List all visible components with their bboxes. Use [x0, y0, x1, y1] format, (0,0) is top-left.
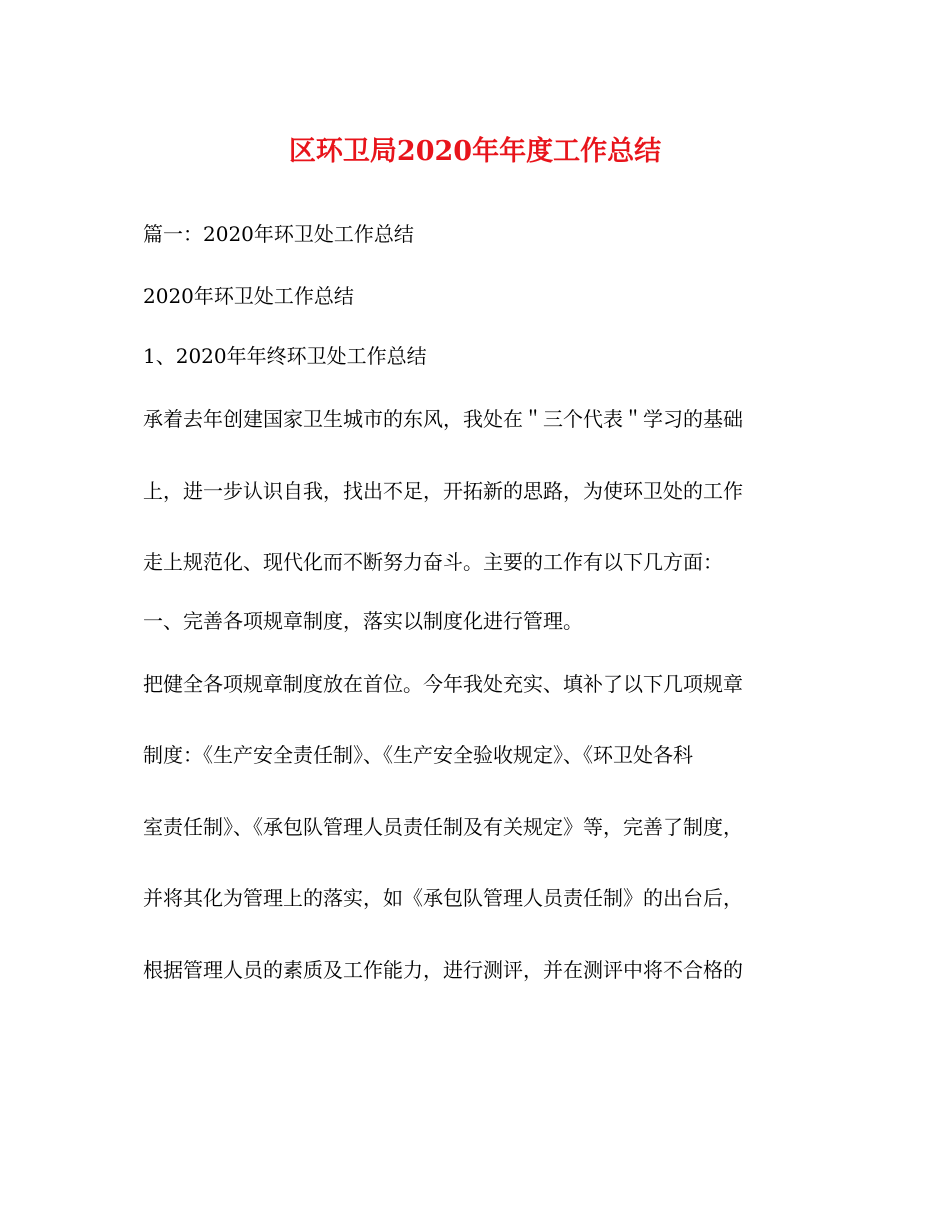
paragraph-line: 上，进一步认识自我，找出不足，开拓新的思路，为使环卫处的工作 — [143, 479, 743, 503]
paragraph-line: 根据管理人员的素质及工作能力，进行测评，并在测评中将不合格的 — [143, 958, 743, 982]
paragraph-line: 室责任制》、《承包队管理人员责任制及有关规定》等，完善了制度， — [143, 815, 743, 839]
paragraph-line: 走上规范化、现代化而不断努力奋斗。主要的工作有以下几方面： — [143, 550, 723, 574]
section-heading: 篇一：2020年环卫处工作总结 — [143, 222, 414, 246]
paragraph-line: 承着去年创建国家卫生城市的东风，我处在＂三个代表＂学习的基础 — [143, 407, 743, 431]
paragraph-line: 把健全各项规章制度放在首位。今年我处充实、填补了以下几项规章 — [143, 672, 743, 696]
point-heading: 一、完善各项规章制度，落实以制度化进行管理。 — [143, 609, 583, 633]
subsection-heading: 2020年环卫处工作总结 — [143, 284, 354, 308]
paragraph-line: 并将其化为管理上的落实，如《承包队管理人员责任制》的出台后， — [143, 886, 743, 910]
document-title: 区环卫局2020年年度工作总结 — [288, 136, 662, 167]
paragraph-line: 制度：《生产安全责任制》、《生产安全验收规定》、《环卫处各科 — [143, 743, 693, 767]
item-heading: 1、2020年年终环卫处工作总结 — [143, 344, 427, 368]
